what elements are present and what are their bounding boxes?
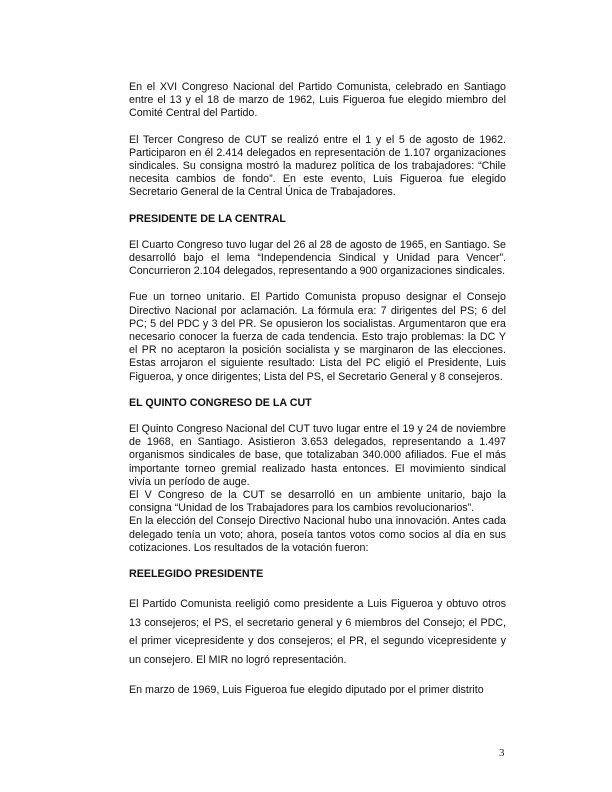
paragraph-v-congreso-unitario: El V Congreso de la CUT se desarrolló en un ambiente unitario, bajo la consigna “Unidad de los Trabajadores para los cambios revolucionarios”. [129,489,506,515]
paragraph-torneo-unitario: Fue un torneo unitario. El Partido Comunista propuso designar el Consejo Directivo Nacional por aclamación. La fórmula era: 7 dirigentes del PS; 6 del PC; 5 del PDC y 3 del PR. Se opusieron los socialistas. Argumentaron que era necesario conocer la fuerza de cada tendencia. Esto trajo problemas: la DC Y el PR no aceptaron la posición socialista y se marginaron de las elecciones. Estas arrojaron el siguiente resultado: Lista del PC eligió el Presidente, Luis Figueroa, y once dirigentes; Lista del PS, el Secretario General y 8 consejeros. [129,291,506,383]
paragraph-quinto-congreso: El Quinto Congreso Nacional del CUT tuvo lugar entre el 19 y 24 de noviembre de 1968, en Santiago. Asistieron 3.653 delegados, representando a 1.497 organismos sindicales de base, que totalizaban 340.000 afiliados. Fue el más importante torneo gremial realizado hasta entonces. El movimiento sindical vivía un período de auge. [129,423,506,488]
heading-presidente-central: PRESIDENTE DE LA CENTRAL [129,212,286,225]
paragraph-eleccion-consejo: En la elección del Consejo Directivo Nacional hubo una innovación. Antes cada delegado tenía un voto; ahora, poseía tantos votos como socios al día en sus cotizaciones. Los resultados de la votación fueron: [129,515,506,554]
paragraph-diputado-1969: En marzo de 1969, Luis Figueroa fue elegido diputado por el primer distrito [129,683,484,696]
paragraph-reeleccion-resultados: El Partido Comunista reeligió como presidente a Luis Figueroa y obtuvo otros 13 consejeros; el PS, el secretario general y 6 miembros del Consejo; el PDC, el primer vicepresidente y dos consejeros; el PR, el segundo vicepresidente y un consejero. El MIR no logró representación. [129,598,506,667]
page-number: 3 [499,747,505,759]
paragraph-xvi-congreso: En el XVI Congreso Nacional del Partido Comunista, celebrado en Santiago entre el 13 y el 18 de marzo de 1962, Luis Figueroa fue elegido miembro del Comité Central del Partido. [129,81,506,120]
paragraph-tercer-congreso: El Tercer Congreso de CUT se realizó entre el 1 y el 5 de agosto de 1962. Participaron en él 2.414 delegados en representación de 1.107 organizaciones sindicales. Su consigna mostró la madurez política de los trabajadores: “Chile necesita cambios de fondo”. En este evento, Luis Figueroa fue elegido Secretario General de la Central Única de Trabajadores. [129,133,506,199]
paragraph-cuarto-congreso: El Cuarto Congreso tuvo lugar del 26 al 28 de agosto de 1965, en Santiago. Se desarrolló bajo el lema “Independencia Sindical y Unidad para Vencer”. Concurrieron 2.104 delegados, representando a 900 organizaciones sindicales. [129,238,506,278]
heading-quinto-congreso: EL QUINTO CONGRESO DE LA CUT [129,396,312,409]
page-body [129,81,506,710]
heading-reelegido-presidente: REELEGIDO PRESIDENTE [129,568,264,581]
